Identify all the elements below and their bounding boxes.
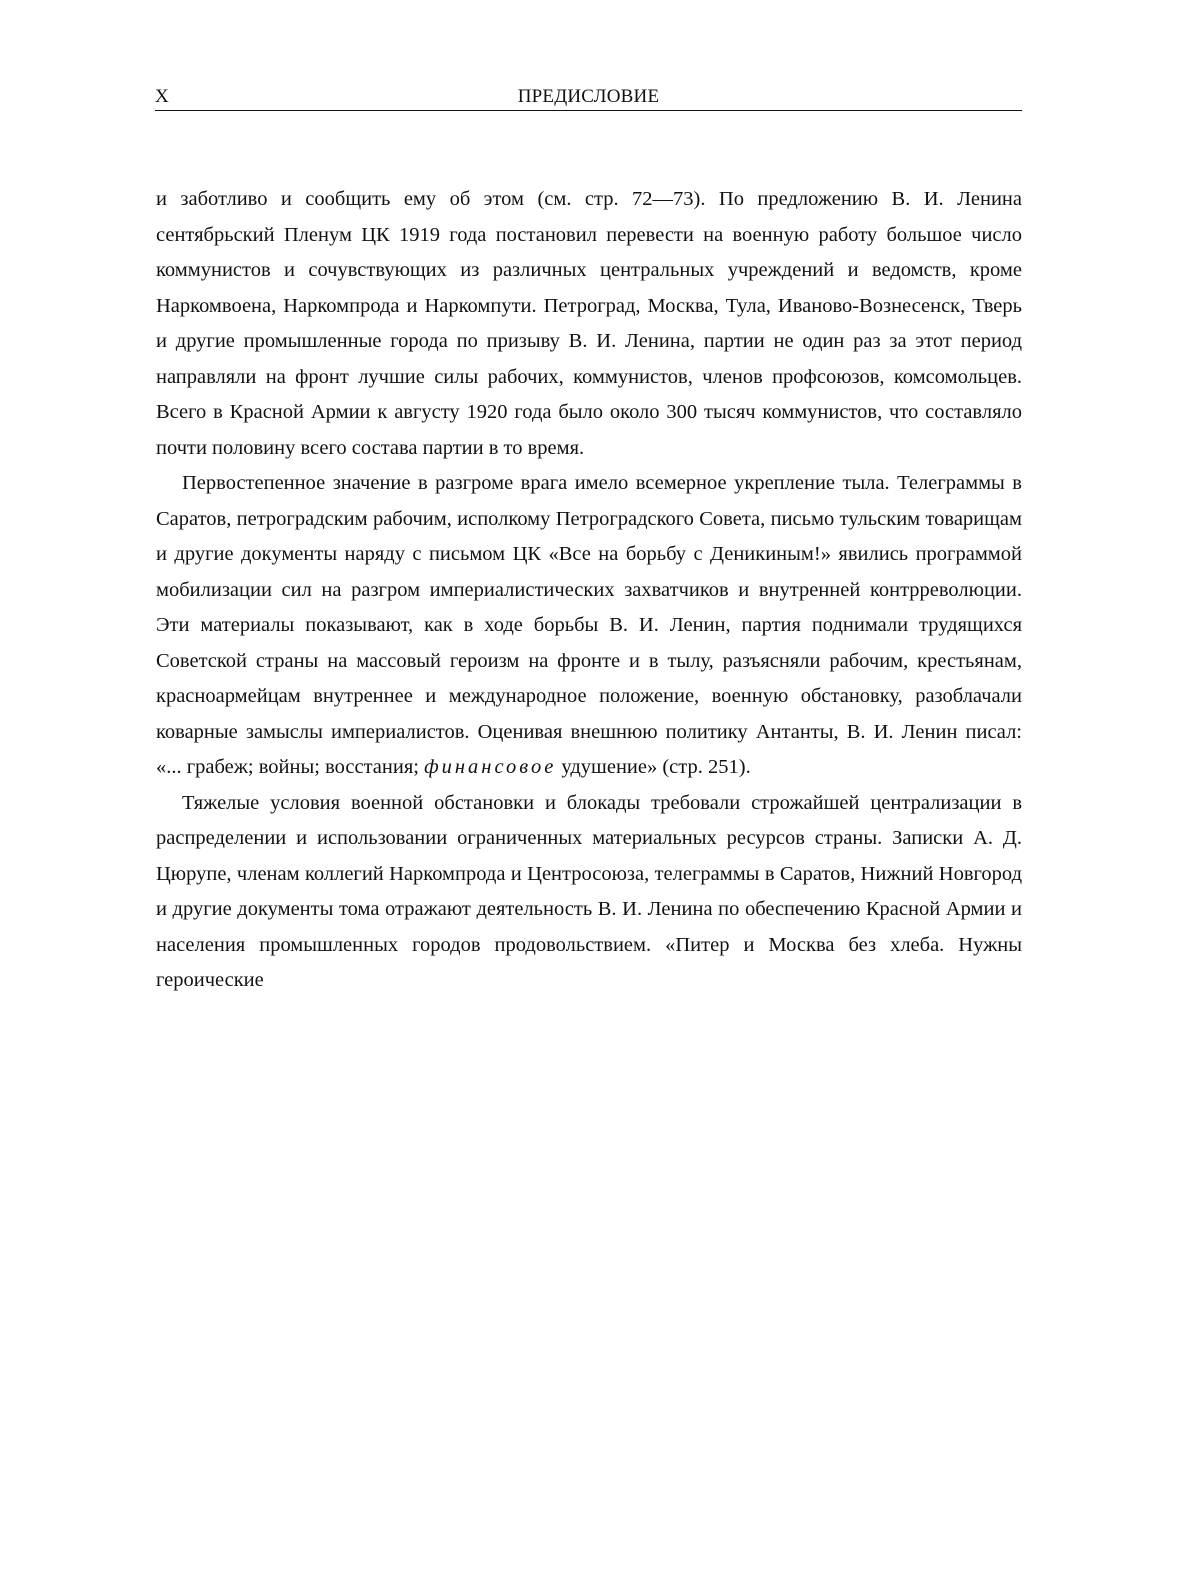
paragraph-3: Тяжелые условия военной обстановки и блокады требовали строжайшей централизации в распределении и использовании ограниченных материальных ресурсов страны. Записки А. Д. Цюрупе, членам коллегий Наркомпрода и Центросоюза, телеграммы в Саратов, Нижний Новгород и другие документы тома отражают деятельность В. И. Ленина по обеспечению Красной Армии и населения промышленных городов продовольствием. «Питер и Москва без хлеба. Нужны героические (156, 791, 1022, 991)
paragraph-1: и заботливо и сообщить ему об этом (см. стр. 72—73). По предложению В. И. Ленина сентябрьский Пленум ЦК 1919 года постановил перевести на военную работу большое число коммунистов и сочувствующих из различных центральных учреждений и ведомств, кроме Наркомвоена, Наркомпрода и Наркомпути. Петроград, Москва, Тула, Иваново-Вознесенск, Тверь и другие промышленные города по призыву В. И. Ленина, партии не один раз за этот период направляли на фронт лучшие силы рабочих, коммунистов, членов профсоюзов, комсомольцев. Всего в Красной Армии к августу 1920 года было около 300 тысяч коммунистов, что составляло почти половину всего состава партии в то время. (156, 188, 1022, 459)
body-text (156, 182, 1022, 999)
page-header (155, 86, 1022, 111)
running-title: ПРЕДИСЛОВИЕ (517, 86, 660, 107)
emphasis-word: финансовое (424, 756, 557, 778)
page-number: X (155, 86, 169, 107)
paragraph-2 (156, 466, 1022, 786)
paragraph-2-text-before: Первостепенное значение в разгроме врага имело всемерное укрепление тыла. Телеграммы в Саратов, петроградским рабочим, исполкому Петроградского Совета, письмо тульским товарищам и другие документы наряду с письмом ЦК «Все на борьбу с Деникиным!» явились программой мобилизации сил на разгром империалистических захватчиков и внутренней контрреволюции. Эти материалы показывают, как в ходе борьбы В. И. Ленин, партия поднимали трудящихся Советской страны на массовый героизм на фронте и в тылу, разъясняли рабочим, крестьянам, красноармейцам внутреннее и международное положение, военную обстановку, разоблачали коварные замыслы империалистов. Оценивая внешнюю политику Антанты, В. И. Ленин писал: «... грабеж; войны; восстания; (156, 472, 1022, 778)
paragraph-2-text-after: удушение» (стр. 251). (556, 756, 751, 778)
